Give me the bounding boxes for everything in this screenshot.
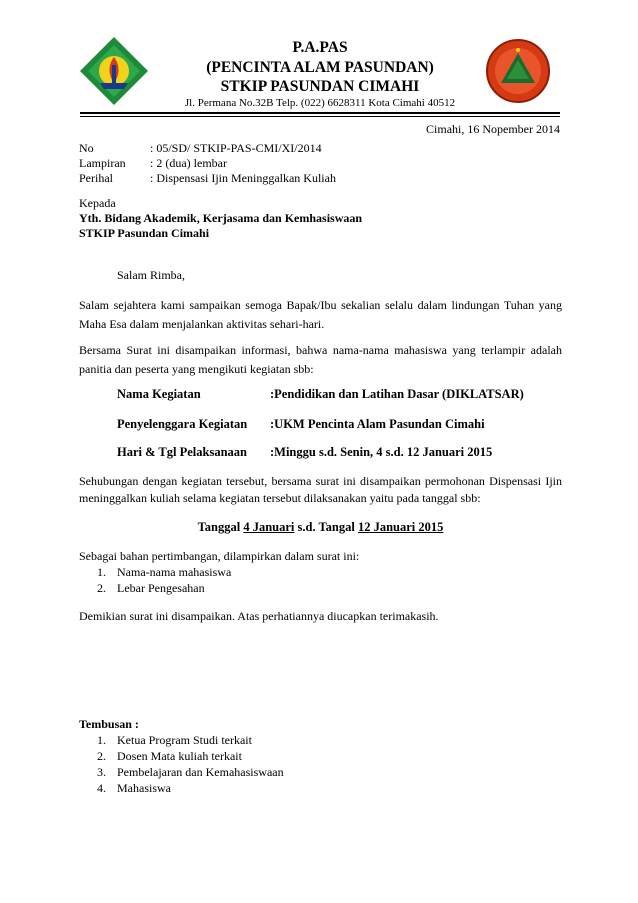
- org-short-name: P.A.PAS: [292, 39, 348, 56]
- address-line: Jl. Permana No.32B Telp. (022) 6628311 Kota Cimahi 40512: [184, 97, 456, 109]
- papas-emblem-icon: [485, 38, 551, 104]
- date-range-end: 12 Januari 2015: [357, 520, 444, 534]
- meta-no-value: : 05/SD/ STKIP-PAS-CMI/XI/2014: [150, 141, 322, 155]
- header-rule-thick: [80, 112, 560, 114]
- tembusan-item-1: Ketua Program Studi terkait: [117, 733, 252, 747]
- tembusan-item-3: Pembelajaran dan Kemahasiswaan: [117, 765, 284, 779]
- meta-lampiran-value: : 2 (dua) lembar: [150, 156, 227, 170]
- stkip-pasundan-logo-icon: [78, 35, 150, 107]
- list-item: 2. Dosen Mata kuliah terkait: [97, 749, 242, 763]
- header-rule-thin: [80, 116, 560, 117]
- meta-perihal-value: : Dispensasi Ijin Meninggalkan Kuliah: [150, 171, 336, 185]
- date-range-start: 4 Januari: [243, 520, 295, 534]
- institution-name: STKIP PASUNDAN CIMAHI: [220, 78, 420, 95]
- date-range: [79, 520, 562, 535]
- closing-sentence: Demikian surat ini disampaikan. Atas perhatiannya diucapkan terimakasih.: [79, 609, 439, 623]
- recipient-kepada: Kepada: [79, 196, 116, 210]
- list-item: 1. Nama-nama mahasiswa: [97, 565, 232, 579]
- detail-label-nama-kegiatan: Nama Kegiatan: [117, 387, 201, 401]
- meta-no-label: No: [79, 141, 94, 155]
- list-item: 3. Pembelajaran dan Kemahasiswaan: [97, 765, 284, 779]
- tembusan-title: Tembusan :: [79, 717, 139, 731]
- tembusan-item-2: Dosen Mata kuliah terkait: [117, 749, 242, 763]
- greeting: Salam Rimba,: [117, 268, 185, 282]
- meta-perihal-label: Perihal: [79, 171, 113, 185]
- recipient-line2: STKIP Pasundan Cimahi: [79, 226, 210, 240]
- detail-value-hari-tanggal: :Minggu s.d. Senin, 4 s.d. 12 Januari 2015: [270, 445, 493, 459]
- paragraph-opening: Salam sejahtera kami sampaikan semoga Bapak/Ibu sekalian selalu dalam lindungan Tuhan yang Maha Esa dalam menjalankan aktivitas sehari-hari.: [79, 298, 562, 331]
- attachments-intro: Sebagai bahan pertimbangan, dilampirkan dalam surat ini:: [79, 549, 360, 563]
- date-range-prefix: Tanggal: [197, 520, 244, 534]
- meta-lampiran-label: Lampiran: [79, 156, 126, 170]
- list-item: 4. Mahasiswa: [97, 781, 171, 795]
- detail-value-nama-kegiatan: :Pendidikan dan Latihan Dasar (DIKLATSAR): [270, 387, 524, 401]
- date-range-middle: s.d. Tangal: [294, 520, 358, 534]
- org-full-name: (PENCINTA ALAM PASUNDAN): [206, 59, 434, 76]
- letter-date: Cimahi, 16 Nopember 2014: [426, 122, 560, 136]
- detail-label-penyelenggara: Penyelenggara Kegiatan: [117, 417, 248, 431]
- tembusan-item-4: Mahasiswa: [117, 781, 171, 795]
- attachment-item-1: Nama-nama mahasiswa: [117, 565, 232, 579]
- paragraph-information: Bersama Surat ini disampaikan informasi, bahwa nama-nama mahasiswa yang terlampir adalah panitia dan peserta yang mengikuti kegiatan sbb:: [79, 343, 562, 376]
- detail-label-hari-tanggal: Hari & Tgl Pelaksanaan: [117, 445, 247, 459]
- attachment-item-2: Lebar Pengesahan: [117, 581, 205, 595]
- list-item: 2. Lebar Pengesahan: [97, 581, 205, 595]
- detail-value-penyelenggara: :UKM Pencinta Alam Pasundan Cimahi: [270, 417, 485, 431]
- list-item: 1. Ketua Program Studi terkait: [97, 733, 252, 747]
- paragraph-dispensasi: Sehubungan dengan kegiatan tersebut, bersama surat ini disampaikan permohonan Dispensasi Ijin meninggalkan kuliah selama kegiatan tersebut dilaksanakan yaitu pada tanggal sbb:: [79, 474, 562, 505]
- recipient-line1: Yth. Bidang Akademik, Kerjasama dan Kemhasiswaan: [79, 211, 363, 225]
